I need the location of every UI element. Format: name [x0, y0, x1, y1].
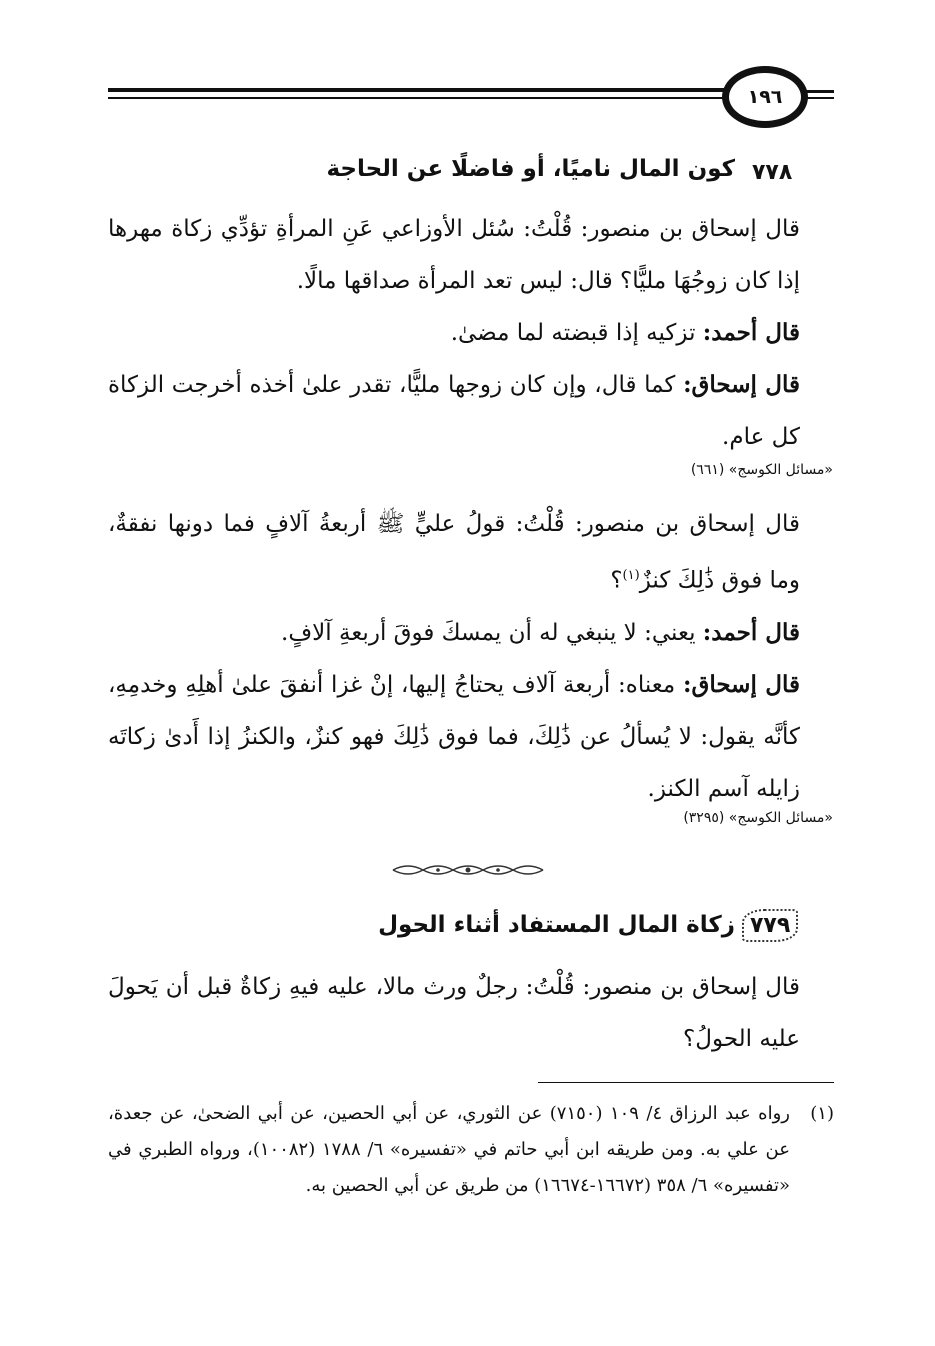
footnotes	[108, 1096, 834, 1204]
section-title: زكاة المال المستفاد أثناء الحول	[378, 912, 735, 938]
footnote-number: (١)	[810, 1103, 834, 1124]
section-body	[108, 961, 834, 1065]
header-rule-end	[806, 90, 834, 100]
paragraph-text: معناه: أربعة آلاف يحتاجُ إليها، إنْ غزا أنفقَ علىٰ أهلِهِ وخدمِهِ، كأنَّه يقول: لا يُسألُ عن ذَٰلِكَ، فما فوق ذَٰلِكَ فهو كنزٌ، والكنزُ إذا أَدىٰ زكاتَه زايله آسم الكنز.	[108, 671, 800, 802]
paragraph	[108, 498, 834, 607]
footnote	[108, 1096, 834, 1204]
paragraph-text: قال إسحاق بن منصور: قُلْتُ: قولُ عليٍّ ﷺ أربعةُ آلافٍ فما دونها نفقةٌ، وما فوق ذَٰلِكَ كنزٌ	[108, 511, 800, 594]
speaker-label: قال أحمد:	[702, 618, 800, 646]
paragraph	[108, 307, 834, 359]
paragraph: قال إسحاق بن منصور: قُلْتُ: رجلٌ ورث مالا، عليه فيهِ زكاةٌ قبل أن يَحولَ عليه الحولُ؟	[108, 974, 800, 1052]
paragraph	[108, 607, 834, 659]
section-number: ٧٧٨	[752, 160, 793, 185]
paragraph	[108, 359, 834, 463]
section-number: ٧٧٩	[742, 909, 798, 942]
footnote-separator	[538, 1082, 834, 1083]
section-body	[108, 203, 834, 463]
section-body	[108, 498, 834, 815]
paragraph	[108, 659, 834, 815]
footnote-marker: (١)	[622, 568, 640, 583]
footnote-text: رواه عبد الرزاق ٤/ ١٠٩ (٧١٥٠) عن الثوري، عن أبي الحصين، عن أبي الضحىٰ، عن جعدة، عن علي به. ومن طريقه ابن أبي حاتم في «تفسيره» ٦/ ١٧٨٨ (١٠٠٨٢)، ورواه الطبري في «تفسيره» ٦/ ٣٥٨ (١٦٦٧٢-١٦٦٧٤) من طريق عن أبي الحصين به.	[108, 1103, 790, 1196]
paragraph: قال إسحاق بن منصور: قُلْتُ: سُئل الأوزاعي عَنِ المرأةِ تؤدِّي زكاة مهرها إذا كان زوجُهَا مليًّا؟ قال: ليس تعد المرأة صداقها مالًا.	[108, 216, 800, 294]
ornament-divider	[388, 860, 548, 880]
speaker-label: قال إسحاق:	[683, 371, 800, 398]
paragraph-text: ؟	[610, 567, 623, 594]
section-title: كون المال ناميًا، أو فاضلًا عن الحاجة	[326, 156, 735, 182]
source-reference: «مسائل الكوسج» (٣٢٩٥)	[683, 810, 833, 826]
speaker-label: قال إسحاق:	[682, 670, 800, 698]
paragraph-text: كما قال، وإن كان زوجها مليًّا، تقدر علىٰ أخذه أخرجت الزكاة كل عام.	[108, 372, 800, 450]
source-reference: «مسائل الكوسج» (٦٦١)	[690, 462, 833, 478]
paragraph-text: تزكيه إذا قبضته لما مضىٰ.	[450, 320, 696, 346]
page-number-badge	[722, 66, 808, 128]
speaker-label: قال أحمد:	[702, 319, 800, 346]
page-number: ١٩٦	[747, 86, 783, 108]
header-rule	[108, 88, 730, 104]
paragraph-text: يعني: لا ينبغي له أن يمسكَ فوقَ أربعةِ آلافٍ.	[281, 619, 696, 646]
